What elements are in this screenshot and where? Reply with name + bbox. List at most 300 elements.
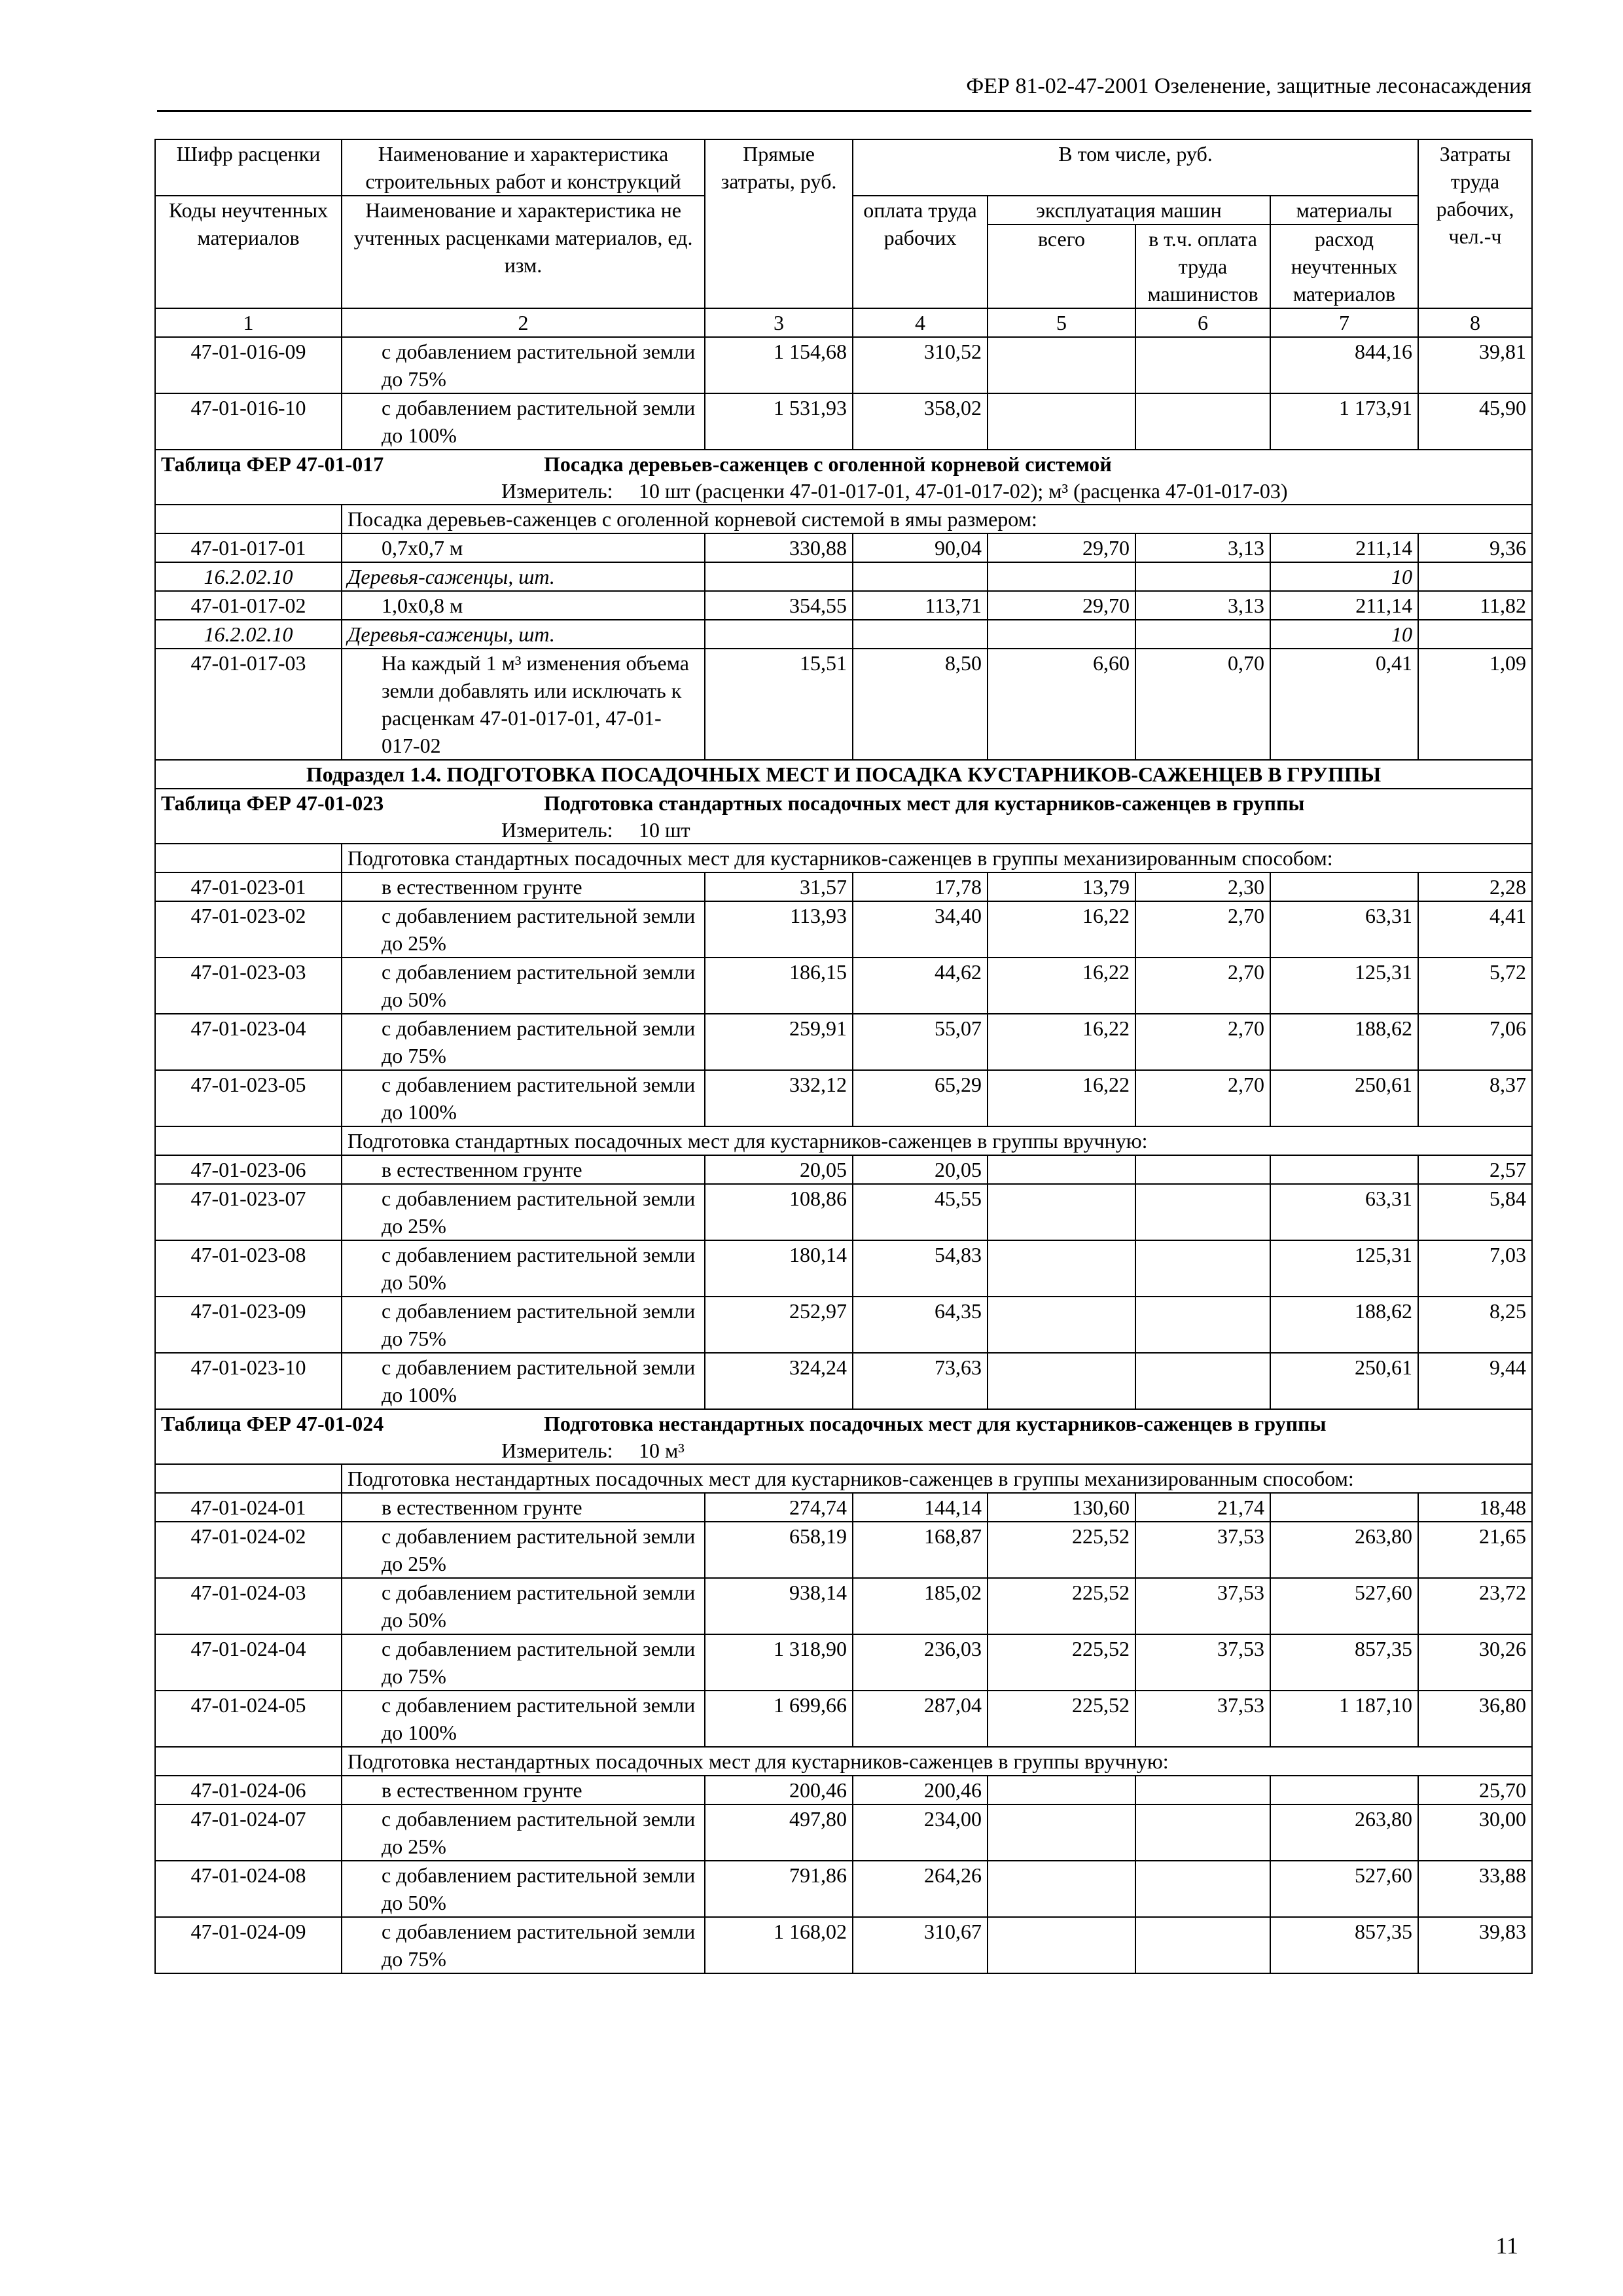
value-v5: 29,70 bbox=[988, 591, 1135, 620]
empty-cell bbox=[155, 1747, 342, 1776]
table-row bbox=[155, 872, 1532, 901]
unit-line bbox=[161, 817, 1526, 843]
value-v6 bbox=[1135, 1240, 1270, 1297]
value-v4: 64,35 bbox=[853, 1297, 988, 1353]
value-v4: 144,14 bbox=[853, 1493, 988, 1522]
subtitle-row bbox=[155, 1747, 1532, 1776]
col1-header-bottom: Коды неучтенных материалов bbox=[155, 196, 342, 308]
table-row bbox=[155, 1184, 1532, 1240]
machines-header: эксплуатация машин bbox=[988, 196, 1270, 224]
unit-value: 10 шт bbox=[639, 818, 690, 842]
material-value: 10 bbox=[1270, 620, 1418, 649]
value-v8: 33,88 bbox=[1418, 1861, 1532, 1917]
rate-name: с добавлением растительной земли до 25% bbox=[342, 1804, 705, 1861]
value-v3: 259,91 bbox=[705, 1014, 853, 1070]
empty-cell bbox=[155, 1126, 342, 1155]
rate-code: 47-01-023-04 bbox=[155, 1014, 342, 1070]
value-v6: 2,70 bbox=[1135, 958, 1270, 1014]
value-v3: 1 531,93 bbox=[705, 393, 853, 450]
value-v4: 113,71 bbox=[853, 591, 988, 620]
rate-name: с добавлением растительной земли до 25% bbox=[342, 1184, 705, 1240]
material-code: 16.2.02.10 bbox=[155, 562, 342, 591]
rate-name: с добавлением растительной земли до 50% bbox=[342, 1240, 705, 1297]
value-v5 bbox=[988, 393, 1135, 450]
empty-cell bbox=[155, 505, 342, 533]
value-v3: 938,14 bbox=[705, 1578, 853, 1634]
rate-code: 47-01-023-03 bbox=[155, 958, 342, 1014]
col1-header-top: Шифр расценки bbox=[155, 139, 342, 196]
unit-label: Измеритель: bbox=[501, 1439, 613, 1462]
value-v3: 1 318,90 bbox=[705, 1634, 853, 1691]
rate-code: 47-01-023-07 bbox=[155, 1184, 342, 1240]
value-v8: 21,65 bbox=[1418, 1522, 1532, 1578]
rate-code: 47-01-023-08 bbox=[155, 1240, 342, 1297]
value-v7 bbox=[1270, 1155, 1418, 1184]
value-v5: 29,70 bbox=[988, 533, 1135, 562]
rate-name: На каждый 1 м³ изменения объема земли добавлять или исключать к расценкам 47-01-017-01, 47-01-017-02 bbox=[342, 649, 705, 760]
rate-name: с добавлением растительной земли до 100% bbox=[342, 1070, 705, 1126]
value-v8: 39,83 bbox=[1418, 1917, 1532, 1973]
value-v8: 18,48 bbox=[1418, 1493, 1532, 1522]
table-row bbox=[155, 649, 1532, 760]
material-row bbox=[155, 562, 1532, 591]
table-row bbox=[155, 901, 1532, 958]
value-v4: 310,52 bbox=[853, 337, 988, 393]
rate-code: 47-01-024-01 bbox=[155, 1493, 342, 1522]
value-v3: 20,05 bbox=[705, 1155, 853, 1184]
value-v7: 250,61 bbox=[1270, 1070, 1418, 1126]
value-v8: 2,28 bbox=[1418, 872, 1532, 901]
column-number: 6 bbox=[1135, 308, 1270, 337]
value-v6 bbox=[1135, 1804, 1270, 1861]
rate-code: 47-01-024-07 bbox=[155, 1804, 342, 1861]
rate-name: с добавлением растительной земли до 50% bbox=[342, 958, 705, 1014]
value-v8: 5,84 bbox=[1418, 1184, 1532, 1240]
value-v7 bbox=[1270, 872, 1418, 901]
value-v6: 2,70 bbox=[1135, 901, 1270, 958]
group-subtitle: Подготовка стандартных посадочных мест для кустарников-саженцев в группы механизированным способом: bbox=[342, 844, 1532, 872]
value-v8: 25,70 bbox=[1418, 1776, 1532, 1804]
value-v5 bbox=[988, 1353, 1135, 1409]
value-v4: 65,29 bbox=[853, 1070, 988, 1126]
value-v6: 37,53 bbox=[1135, 1634, 1270, 1691]
value-v5: 13,79 bbox=[988, 872, 1135, 901]
unit-label: Измеритель: bbox=[501, 479, 613, 503]
value-v4: 73,63 bbox=[853, 1353, 988, 1409]
col8-header: Затраты труда рабочих, чел.-ч bbox=[1418, 139, 1532, 308]
value-v7: 1 173,91 bbox=[1270, 393, 1418, 450]
value-v6 bbox=[1135, 1155, 1270, 1184]
rate-name: с добавлением растительной земли до 100% bbox=[342, 1353, 705, 1409]
value-v4: 358,02 bbox=[853, 393, 988, 450]
rate-code: 47-01-024-06 bbox=[155, 1776, 342, 1804]
subtitle-row bbox=[155, 1464, 1532, 1493]
value-v7: 527,60 bbox=[1270, 1578, 1418, 1634]
value-v5 bbox=[988, 1155, 1135, 1184]
value-v5: 16,22 bbox=[988, 958, 1135, 1014]
rate-name: с добавлением растительной земли до 75% bbox=[342, 337, 705, 393]
value-v7: 188,62 bbox=[1270, 1014, 1418, 1070]
column-number: 5 bbox=[988, 308, 1135, 337]
value-v4: 168,87 bbox=[853, 1522, 988, 1578]
subtitle-row bbox=[155, 1126, 1532, 1155]
unit-value: 10 шт (расценки 47-01-017-01, 47-01-017-02); м³ (расценка 47-01-017-03) bbox=[639, 479, 1288, 503]
col2-header-bottom: Наименование и характеристика не учтенных расценками материалов, ед. изм. bbox=[342, 196, 705, 308]
table-row bbox=[155, 1493, 1532, 1522]
value-v7: 125,31 bbox=[1270, 1240, 1418, 1297]
value-v3: 332,12 bbox=[705, 1070, 853, 1126]
value-v7: 250,61 bbox=[1270, 1353, 1418, 1409]
material-row bbox=[155, 620, 1532, 649]
table-heading bbox=[155, 450, 1532, 505]
value-v6: 2,30 bbox=[1135, 872, 1270, 901]
rate-name: с добавлением растительной земли до 100% bbox=[342, 393, 705, 450]
unit-label: Измеритель: bbox=[501, 818, 613, 842]
table-row bbox=[155, 1522, 1532, 1578]
column-number: 2 bbox=[342, 308, 705, 337]
value-v8: 45,90 bbox=[1418, 393, 1532, 450]
rate-code: 47-01-023-05 bbox=[155, 1070, 342, 1126]
table-heading-row bbox=[155, 450, 1532, 505]
value-v8: 11,82 bbox=[1418, 591, 1532, 620]
rate-code: 47-01-016-10 bbox=[155, 393, 342, 450]
rate-code: 47-01-024-03 bbox=[155, 1578, 342, 1634]
value-v8: 2,57 bbox=[1418, 1155, 1532, 1184]
value-v4: 287,04 bbox=[853, 1691, 988, 1747]
table-row bbox=[155, 1155, 1532, 1184]
value-v4: 90,04 bbox=[853, 533, 988, 562]
column-number: 7 bbox=[1270, 308, 1418, 337]
value-v8: 7,03 bbox=[1418, 1240, 1532, 1297]
subtitle-row bbox=[155, 844, 1532, 872]
rate-name: с добавлением растительной земли до 50% bbox=[342, 1578, 705, 1634]
column-number: 3 bbox=[705, 308, 853, 337]
table-number: Таблица ФЕР 47-01-024 bbox=[161, 1412, 384, 1435]
group-subtitle: Подготовка стандартных посадочных мест для кустарников-саженцев в группы вручную: bbox=[342, 1126, 1532, 1155]
table-row bbox=[155, 337, 1532, 393]
value-v3: 1 154,68 bbox=[705, 337, 853, 393]
materials-header: материалы bbox=[1270, 196, 1418, 224]
value-v6: 37,53 bbox=[1135, 1578, 1270, 1634]
table-number: Таблица ФЕР 47-01-023 bbox=[161, 791, 384, 815]
value-v5 bbox=[988, 1240, 1135, 1297]
value-v3: 252,97 bbox=[705, 1297, 853, 1353]
subsection-heading bbox=[155, 760, 1532, 789]
value-v7 bbox=[1270, 1776, 1418, 1804]
value-v8: 8,25 bbox=[1418, 1297, 1532, 1353]
unit-line bbox=[161, 1437, 1526, 1463]
value-v4: 234,00 bbox=[853, 1804, 988, 1861]
value-v4: 17,78 bbox=[853, 872, 988, 901]
value-v4: 236,03 bbox=[853, 1634, 988, 1691]
rate-code: 47-01-024-05 bbox=[155, 1691, 342, 1747]
value-v3: 31,57 bbox=[705, 872, 853, 901]
value-v8: 9,36 bbox=[1418, 533, 1532, 562]
value-v7: 263,80 bbox=[1270, 1522, 1418, 1578]
value-v5: 16,22 bbox=[988, 901, 1135, 958]
value-v7: 527,60 bbox=[1270, 1861, 1418, 1917]
value-v6: 37,53 bbox=[1135, 1522, 1270, 1578]
value-v7: 0,41 bbox=[1270, 649, 1418, 760]
empty-cell bbox=[1135, 562, 1270, 591]
value-v3: 200,46 bbox=[705, 1776, 853, 1804]
value-v3: 658,19 bbox=[705, 1522, 853, 1578]
table-row bbox=[155, 393, 1532, 450]
rate-name: с добавлением растительной земли до 75% bbox=[342, 1014, 705, 1070]
value-v4: 200,46 bbox=[853, 1776, 988, 1804]
value-v3: 186,15 bbox=[705, 958, 853, 1014]
value-v5: 16,22 bbox=[988, 1014, 1135, 1070]
value-v6 bbox=[1135, 393, 1270, 450]
rate-name: с добавлением растительной земли до 75% bbox=[342, 1634, 705, 1691]
value-v5: 225,52 bbox=[988, 1522, 1135, 1578]
rate-name: с добавлением растительной земли до 100% bbox=[342, 1691, 705, 1747]
value-v8: 23,72 bbox=[1418, 1578, 1532, 1634]
value-v6 bbox=[1135, 1776, 1270, 1804]
group-subtitle: Подготовка нестандартных посадочных мест для кустарников-саженцев в группы вручную: bbox=[342, 1747, 1532, 1776]
rate-code: 47-01-023-06 bbox=[155, 1155, 342, 1184]
value-v4: 44,62 bbox=[853, 958, 988, 1014]
table-row bbox=[155, 1578, 1532, 1634]
table-row bbox=[155, 1776, 1532, 1804]
value-v4: 54,83 bbox=[853, 1240, 988, 1297]
value-v6 bbox=[1135, 1184, 1270, 1240]
empty-cell bbox=[155, 1464, 342, 1493]
value-v8: 30,26 bbox=[1418, 1634, 1532, 1691]
table-title: Подготовка стандартных посадочных мест для кустарников-саженцев в группы bbox=[544, 791, 1305, 815]
value-v6: 3,13 bbox=[1135, 591, 1270, 620]
value-v6 bbox=[1135, 1353, 1270, 1409]
running-header: ФЕР 81-02-47-2001 Озеленение, защитные лесонасаждения bbox=[157, 71, 1531, 112]
empty-cell bbox=[155, 844, 342, 872]
rate-code: 47-01-023-09 bbox=[155, 1297, 342, 1353]
col2-header-top: Наименование и характеристика строительных работ и конструкций bbox=[342, 139, 705, 196]
column-number: 4 bbox=[853, 308, 988, 337]
value-v8: 7,06 bbox=[1418, 1014, 1532, 1070]
value-v8: 1,09 bbox=[1418, 649, 1532, 760]
rate-code: 47-01-016-09 bbox=[155, 337, 342, 393]
table-row bbox=[155, 1014, 1532, 1070]
empty-cell bbox=[705, 620, 853, 649]
rate-name: с добавлением растительной земли до 50% bbox=[342, 1861, 705, 1917]
column-number: 8 bbox=[1418, 308, 1532, 337]
table-title: Подготовка нестандартных посадочных мест для кустарников-саженцев в группы bbox=[544, 1412, 1327, 1435]
value-v8: 9,44 bbox=[1418, 1353, 1532, 1409]
table-row bbox=[155, 533, 1532, 562]
col7-header: расход неучтенных материалов bbox=[1270, 224, 1418, 308]
rate-code: 47-01-023-01 bbox=[155, 872, 342, 901]
value-v5 bbox=[988, 337, 1135, 393]
value-v6: 37,53 bbox=[1135, 1691, 1270, 1747]
material-name: Деревья-саженцы, шт. bbox=[342, 620, 705, 649]
value-v5: 225,52 bbox=[988, 1634, 1135, 1691]
rate-code: 47-01-017-02 bbox=[155, 591, 342, 620]
table-row bbox=[155, 591, 1532, 620]
group-header: В том числе, руб. bbox=[853, 139, 1418, 196]
value-v5 bbox=[988, 1861, 1135, 1917]
value-v3: 113,93 bbox=[705, 901, 853, 958]
page-number: 11 bbox=[1495, 2233, 1518, 2259]
column-numbers-row bbox=[155, 308, 1532, 337]
rate-code: 47-01-024-04 bbox=[155, 1634, 342, 1691]
empty-cell bbox=[988, 562, 1135, 591]
value-v5 bbox=[988, 1184, 1135, 1240]
table-row bbox=[155, 958, 1532, 1014]
value-v5: 225,52 bbox=[988, 1691, 1135, 1747]
value-v7 bbox=[1270, 1493, 1418, 1522]
empty-cell bbox=[1418, 620, 1532, 649]
value-v8: 8,37 bbox=[1418, 1070, 1532, 1126]
table-row bbox=[155, 1070, 1532, 1126]
value-v3: 15,51 bbox=[705, 649, 853, 760]
value-v4: 45,55 bbox=[853, 1184, 988, 1240]
value-v8: 36,80 bbox=[1418, 1691, 1532, 1747]
value-v7: 263,80 bbox=[1270, 1804, 1418, 1861]
table-row bbox=[155, 1804, 1532, 1861]
value-v5 bbox=[988, 1804, 1135, 1861]
value-v7: 63,31 bbox=[1270, 901, 1418, 958]
value-v7: 211,14 bbox=[1270, 591, 1418, 620]
value-v3: 1 168,02 bbox=[705, 1917, 853, 1973]
value-v5: 6,60 bbox=[988, 649, 1135, 760]
value-v8: 30,00 bbox=[1418, 1804, 1532, 1861]
value-v7: 857,35 bbox=[1270, 1917, 1418, 1973]
col6-header: в т.ч. оплата труда машинистов bbox=[1135, 224, 1270, 308]
material-code: 16.2.02.10 bbox=[155, 620, 342, 649]
value-v7: 63,31 bbox=[1270, 1184, 1418, 1240]
value-v6: 2,70 bbox=[1135, 1014, 1270, 1070]
table-heading-row bbox=[155, 789, 1532, 844]
value-v5 bbox=[988, 1776, 1135, 1804]
rate-name: с добавлением растительной земли до 25% bbox=[342, 901, 705, 958]
rate-name: в естественном грунте bbox=[342, 1493, 705, 1522]
empty-cell bbox=[853, 562, 988, 591]
value-v3: 324,24 bbox=[705, 1353, 853, 1409]
value-v6 bbox=[1135, 1861, 1270, 1917]
rate-code: 47-01-017-03 bbox=[155, 649, 342, 760]
rate-name: 1,0х0,8 м bbox=[342, 591, 705, 620]
value-v7: 211,14 bbox=[1270, 533, 1418, 562]
table-row bbox=[155, 1240, 1532, 1297]
rate-code: 47-01-024-09 bbox=[155, 1917, 342, 1973]
material-name: Деревья-саженцы, шт. bbox=[342, 562, 705, 591]
unit-value: 10 м³ bbox=[639, 1439, 685, 1462]
rate-code: 47-01-023-10 bbox=[155, 1353, 342, 1409]
rates-table-body bbox=[155, 139, 1532, 1973]
value-v3: 791,86 bbox=[705, 1861, 853, 1917]
empty-cell bbox=[853, 620, 988, 649]
subsection-heading-row bbox=[155, 760, 1532, 789]
subtitle-row bbox=[155, 505, 1532, 533]
rate-code: 47-01-024-08 bbox=[155, 1861, 342, 1917]
table-row bbox=[155, 1691, 1532, 1747]
value-v3: 330,88 bbox=[705, 533, 853, 562]
value-v4: 264,26 bbox=[853, 1861, 988, 1917]
value-v6 bbox=[1135, 1917, 1270, 1973]
rate-name: в естественном грунте bbox=[342, 1155, 705, 1184]
table-heading-row bbox=[155, 1409, 1532, 1464]
subsection-title: Подраздел 1.4. ПОДГОТОВКА ПОСАДОЧНЫХ МЕСТ И ПОСАДКА КУСТАРНИКОВ-САЖЕНЦЕВ В ГРУППЫ bbox=[306, 762, 1382, 786]
value-v3: 274,74 bbox=[705, 1493, 853, 1522]
rate-name: с добавлением растительной земли до 25% bbox=[342, 1522, 705, 1578]
table-row bbox=[155, 1634, 1532, 1691]
header-row bbox=[155, 139, 1532, 196]
rate-name: 0,7х0,7 м bbox=[342, 533, 705, 562]
rate-code: 47-01-017-01 bbox=[155, 533, 342, 562]
value-v5 bbox=[988, 1297, 1135, 1353]
group-subtitle: Посадка деревьев-саженцев с оголенной корневой системой в ямы размером: bbox=[342, 505, 1532, 533]
rate-code: 47-01-023-02 bbox=[155, 901, 342, 958]
unit-line bbox=[161, 478, 1526, 504]
value-v5 bbox=[988, 1917, 1135, 1973]
value-v3: 497,80 bbox=[705, 1804, 853, 1861]
group-subtitle: Подготовка нестандартных посадочных мест для кустарников-саженцев в группы механизированным способом: bbox=[342, 1464, 1532, 1493]
table-row bbox=[155, 1917, 1532, 1973]
material-value: 10 bbox=[1270, 562, 1418, 591]
value-v8: 4,41 bbox=[1418, 901, 1532, 958]
value-v7: 1 187,10 bbox=[1270, 1691, 1418, 1747]
value-v6: 21,74 bbox=[1135, 1493, 1270, 1522]
value-v8: 5,72 bbox=[1418, 958, 1532, 1014]
rates-table bbox=[154, 139, 1533, 1974]
value-v3: 354,55 bbox=[705, 591, 853, 620]
value-v7: 857,35 bbox=[1270, 1634, 1418, 1691]
empty-cell bbox=[988, 620, 1135, 649]
rate-name: в естественном грунте bbox=[342, 872, 705, 901]
value-v7: 125,31 bbox=[1270, 958, 1418, 1014]
empty-cell bbox=[1135, 620, 1270, 649]
empty-cell bbox=[705, 562, 853, 591]
column-number: 1 bbox=[155, 308, 342, 337]
col4-header: оплата труда рабочих bbox=[853, 196, 988, 308]
table-title: Посадка деревьев-саженцев с оголенной корневой системой bbox=[544, 452, 1112, 476]
value-v6: 2,70 bbox=[1135, 1070, 1270, 1126]
value-v4: 8,50 bbox=[853, 649, 988, 760]
value-v7: 844,16 bbox=[1270, 337, 1418, 393]
empty-cell bbox=[1418, 562, 1532, 591]
rate-name: с добавлением растительной земли до 75% bbox=[342, 1917, 705, 1973]
table-row bbox=[155, 1861, 1532, 1917]
rate-name: в естественном грунте bbox=[342, 1776, 705, 1804]
table-row bbox=[155, 1297, 1532, 1353]
table-row bbox=[155, 1353, 1532, 1409]
value-v4: 55,07 bbox=[853, 1014, 988, 1070]
col5-header: всего bbox=[988, 224, 1135, 308]
table-heading bbox=[155, 789, 1532, 844]
value-v3: 180,14 bbox=[705, 1240, 853, 1297]
value-v6: 3,13 bbox=[1135, 533, 1270, 562]
value-v4: 20,05 bbox=[853, 1155, 988, 1184]
value-v4: 34,40 bbox=[853, 901, 988, 958]
value-v8: 39,81 bbox=[1418, 337, 1532, 393]
table-number: Таблица ФЕР 47-01-017 bbox=[161, 452, 384, 476]
value-v7: 188,62 bbox=[1270, 1297, 1418, 1353]
rate-name: с добавлением растительной земли до 75% bbox=[342, 1297, 705, 1353]
value-v3: 108,86 bbox=[705, 1184, 853, 1240]
value-v4: 310,67 bbox=[853, 1917, 988, 1973]
value-v5: 16,22 bbox=[988, 1070, 1135, 1126]
table-heading bbox=[155, 1409, 1532, 1464]
rate-code: 47-01-024-02 bbox=[155, 1522, 342, 1578]
value-v4: 185,02 bbox=[853, 1578, 988, 1634]
value-v6: 0,70 bbox=[1135, 649, 1270, 760]
col3-header: Прямые затраты, руб. bbox=[705, 139, 853, 308]
value-v6 bbox=[1135, 1297, 1270, 1353]
value-v6 bbox=[1135, 337, 1270, 393]
value-v5: 225,52 bbox=[988, 1578, 1135, 1634]
value-v3: 1 699,66 bbox=[705, 1691, 853, 1747]
value-v5: 130,60 bbox=[988, 1493, 1135, 1522]
